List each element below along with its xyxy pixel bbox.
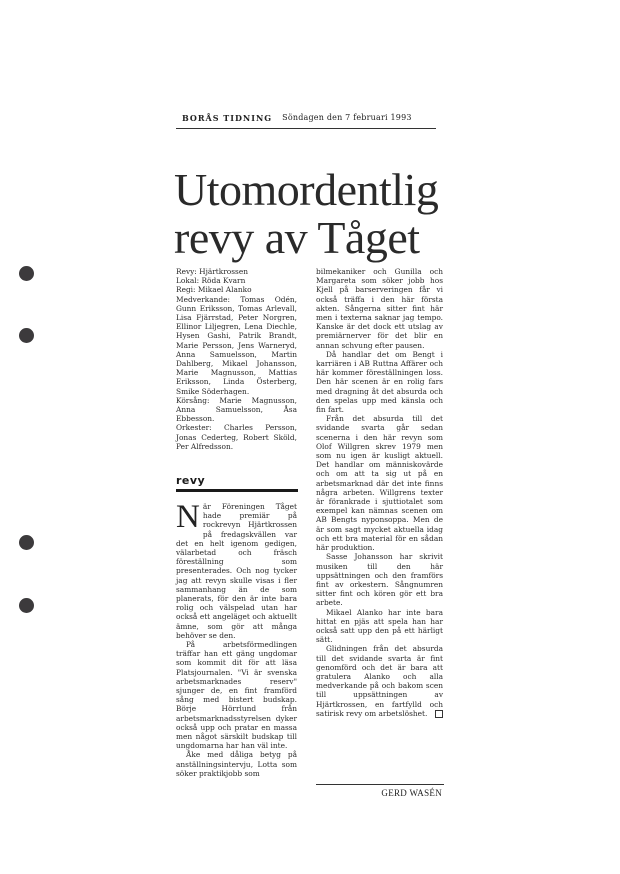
article-paragraph: När Föreningen Tåget hade premiär på rockrevyn Hjärtkrossen på fredagskvällen var det en helt igenom gedigen, välarbetad och fräsch föreställning som presenterades. Och nog tycker jag att revyn skulle visas i fler sammanhang än de som planerats, för den är inte bara rolig och välspelad utan har också ett angeläget och aktuellt ämne, som gör att många behöver se den.	[176, 499, 297, 640]
byline-rule	[316, 784, 444, 785]
article-body-left	[176, 499, 297, 778]
article-paragraph: Från det absurda till det svidande svarta går sedan scenerna i den här revyn som Olof Willgren skrev 1979 men som nu igen är kusligt aktuell. Det handlar om människovärde och om att ta sig ut på en arbetsmarknad där det inte finns några arbeten. Willgrens texter är förankrade i sjuttiotalet som exempel kan nämnas scenen om AB Bengts nyponsoppa. Men de är som sagt mycket aktuella idag och ett bra material för en sådan här produktion.	[316, 414, 443, 553]
credit-regi: Regi: Mikael Alanko	[176, 285, 252, 295]
drop-cap: N	[176, 499, 200, 535]
credit-lokal: Lokal: Röda Kvarn	[176, 276, 246, 286]
credit-revy: Revy: Hjärtkrossen	[176, 267, 248, 276]
article-paragraph: Då handlar det om Bengt i karriären i AB Ruttna Affärer och här kommer föreställningen loss. Den här scenen är en rolig fars med dragning åt det absurda och den spelas upp med känsla och fin fart.	[316, 349, 443, 415]
binder-hole	[19, 328, 34, 343]
section-label: revy	[176, 474, 298, 492]
binder-hole	[19, 598, 34, 613]
article-paragraph-last: Glidningen från det absurda till det svidande svarta är fint genomförd och det är bara att gratulera Alanko och alla medverkande på och bakom scen till uppsättningen av Hjärtkrossen, en fartfylld och satirisk revy om arbetslöshet.	[316, 644, 443, 718]
credit-orkester: Orkester: Charles Persson, Jonas Cederteg, Robert Sköld, Per Alfredsson.	[176, 423, 297, 451]
byline: GERD WASÉN	[381, 788, 442, 798]
credits-box	[176, 267, 297, 451]
credit-korsang: Körsång: Marie Magnusson, Anna Samuelsson, Åsa Ebbesson.	[176, 395, 297, 424]
headline-line-1: Utomordentlig	[174, 164, 439, 215]
article-paragraph: Mikael Alanko har inte bara hittat en pjäs att spela han har också satt upp den på ett härligt sätt.	[316, 607, 443, 645]
article-paragraph: Åke med dåliga betyg på anställningsintervju, Lotta som söker praktikjobb som	[176, 750, 297, 778]
newspaper-name: BORÅS TIDNING	[182, 113, 273, 123]
binder-hole	[19, 266, 34, 281]
headline-line-2: revy av Tåget	[174, 212, 420, 263]
headline	[174, 166, 454, 262]
end-mark-icon	[435, 710, 443, 718]
binder-hole	[19, 535, 34, 550]
article-body-right	[316, 267, 443, 718]
publication-date: Söndagen den 7 februari 1993	[282, 113, 412, 122]
article-paragraph: På arbetsförmedlingen träffar han ett gäng ungdomar som kommit dit för att läsa Platsjournalen. "Vi är svenska arbetsmarknades reserv" sjunger de, en fint framförd sång med bistert budskap. Börje Hörrlund från arbetsmarknadsstyrelsen dyker också upp och pratar en massa men något särskilt budskap till ungdomarna har han väl inte.	[176, 640, 297, 751]
article-paragraph: bilmekaniker och Gunilla och Margareta som söker jobb hos Kjell på barserveringen får vi också träffa i den här första akten. Sångerna sitter fint här men i texterna saknar jag tempo. Kanske är det dock ett utslag av premiärnerver för det blir en annan schvung efter pausen.	[316, 267, 443, 350]
masthead-rule	[176, 128, 436, 129]
credit-medverkande: Medverkande: Tomas Odén, Gunn Eriksson, Tomas Arlevall, Lisa Fjärrstad, Peter Norgren, Ellinor Liljegren, Lena Diechle, Hysen Gashi, Patrik Brandt, Marie Persson, Jens Warneryd, Anna Samuelsson, Martin Dahlberg, Mikael Johansson, Marie Magnusson, Mattias Eriksson, Linda Österberg, Smike Söderhagen.	[176, 294, 297, 396]
masthead	[182, 113, 440, 123]
article-paragraph: Sasse Johansson har skrivit musiken till den här uppsättningen och den framförs fint av orkestern. Sångnumren sitter fint och kören gör ett bra arbete.	[316, 552, 443, 608]
